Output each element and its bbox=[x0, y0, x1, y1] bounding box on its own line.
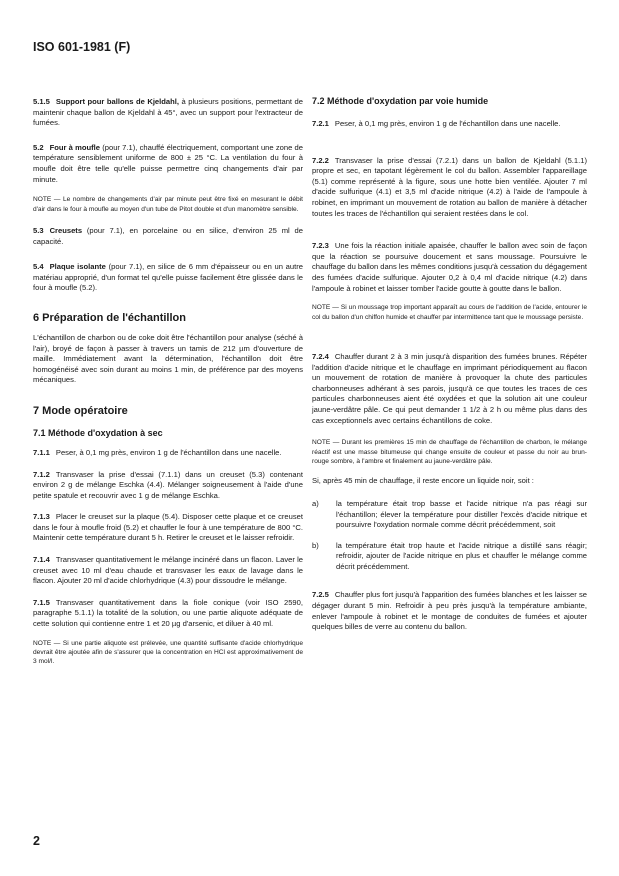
clause-5-4: 5.4 Plaque isolante (pour 7.1), en silice de 6 mm d'épaisseur ou en un autre matériau approprié, d'un format tel qu'elle puisse facilement être glissée dans le four à moufle (5.2). bbox=[33, 262, 303, 293]
clause-7-2-3: 7.2.3 Une fois la réaction initiale apaisée, chauffer le ballon avec soin de façon que la réaction se poursuive doucement et sans moussage. Poursuivre le chauffage du ballon dans les mêmes conditions jusqu'à cessation du dégagement des fumées d'acide sulfurique. Ajouter 0,2 à 0,4 ml d'acide nitrique (4.2) dans l'ampoule à robinet et laisser tomber l'acide goutte à goutte dans le ballon. bbox=[312, 241, 587, 293]
list-item-a: a) la température était trop basse et l'acide nitrique n'a pas réagi sur l'échantillon; élever la température pour distiller l'excès d'acide nitrique et poursuivre l'oxydation normale comme décrit précédemment, soit bbox=[312, 498, 587, 530]
clause-7-2-2: 7.2.2 Transvaser la prise d'essai (7.2.1) dans un ballon de Kjeldahl (5.1.1) propre et sec, en tapotant légèrement le col du ballon. Assembler l'appareillage (5.1) comme représenté à la figure, sous une hotte bien ventilée. Ajouter 7 ml d'acide sulfurique (4.1) et 3,5 ml d'acide nitrique (4.2) à l'aide de l'ampoule à robinet, en imprimant un mouvement de rotation au ballon de manière à détacher toutes les traces de l'échantillon qui seraient restées dans le col. bbox=[312, 155, 587, 218]
note-7-2-3: NOTE — Si un moussage trop important apparaît au cours de l'addition de l'acide, entourer le col du ballon d'un chiffon humide et chauffer par intermittence tant que le moussage persiste. bbox=[312, 304, 587, 321]
clause-5-3: 5.3 Creusets (pour 7.1), en porcelaine ou en silice, d'environ 25 ml de capacité. bbox=[33, 225, 303, 246]
clause-7-1-4: 7.1.4 Transvaser quantitativement le mélange incinéré dans un flacon. Laver le creuset avec 10 ml d'eau chaude et transvaser les eaux de lavage dans le flacon. Ajouter 20 ml d'acide chlorhydrique (4.3) pour dissoudre le mélange. bbox=[33, 555, 303, 586]
clause-7-1-5: 7.1.5 Transvaser quantitativement dans la fiole conique (voir ISO 2590, paragraphe 5.1.1) la totalité de la solution, ou une partie aliquote adéquate de cette solution qui contienne entre 1 et 20 µg d'arsenic, et diluer à 40 ml. bbox=[33, 597, 303, 629]
paragraph-si: Si, après 45 min de chauffage, il reste encore un liquide noir, soit : bbox=[312, 476, 534, 486]
clause-7-2-1: 7.2.1 Peser, à 0,1 mg près, environ 1 g de l'échantillon dans une nacelle. bbox=[312, 119, 561, 128]
section-6-text: L'échantillon de charbon ou de coke doit être l'échantillon pour analyse (séché à l'air), broyé de façon à passer à travers un tamis de 212 µm d'ouverture de maille. Immédiatement avant la détermination, l'échantillon doit être homogénéisé avec soin durant au moins 1 min, de préférence par des moyens mécaniques. bbox=[33, 332, 303, 385]
clause-7-2-5: 7.2.5 Chauffer plus fort jusqu'à l'apparition des fumées blanches et les laisser se dégager durant 5 min. Refroidir à peu près jusqu'à la température ambiante, enlever l'ampoule à robinet et le montage de conduites de fumées et ajouter quelques billes de verre au contenu du ballon. bbox=[312, 590, 587, 632]
section-7-2-heading: 7.2 Méthode d'oxydation par voie humide bbox=[312, 96, 489, 106]
left-column bbox=[33, 93, 303, 667]
document-header: ISO 601-1981 (F) bbox=[33, 40, 131, 54]
note-7-1-5: NOTE — Si une partie aliquote est prélevée, une quantité suffisante d'acide chlorhydrique devrait être ajoutée afin de s'assurer que la concentration en HCl est approximativement de 3 mol/l. bbox=[33, 639, 303, 666]
clause-7-1-1: 7.1.1 Peser, à 0,1 mg près, environ 1 g de l'échantillon dans une nacelle. bbox=[33, 447, 282, 457]
section-7-1-heading: 7.1 Méthode d'oxydation à sec bbox=[33, 427, 163, 438]
list-item-b: b) la température était trop haute et l'acide nitrique a distillé sans réagir; refroidir, ajouter de l'acide nitrique en plus et chauffer le mélange comme décrit précédemment. bbox=[312, 540, 587, 571]
right-column bbox=[312, 93, 587, 633]
clause-5-2: 5.2 Four à moufle (pour 7.1), chauffé électriquement, comportant une zone de température sensiblement uniforme de 800 ± 25 °C. La ventilation du four à moufle doit être telle qu'elle puisse permettre cinq changements d'air par minute. bbox=[33, 142, 303, 184]
clause-7-2-4: 7.2.4 Chauffer durant 2 à 3 min jusqu'à disparition des fumées brunes. Répéter l'addition d'acide nitrique et le chauffage en imprimant périodiquement au flacon un mouvement de rotation de manière à provoquer la chute des particules charbonneuses adhérant à ses parois, jusqu'à ce que toutes les traces de ces particules charbonneuses aient été oxydées et que la solution ait une couleur jaune-verdâtre pâle. Ce qui peut demander 1 1/2 à 2 h ou même plus dans des cas exceptionnels avec certains échantillons de coke. bbox=[312, 351, 587, 425]
section-7-heading: 7 Mode opératoire bbox=[33, 404, 128, 417]
clause-7-1-3: 7.1.3 Placer le creuset sur la plaque (5.4). Disposer cette plaque et ce creuset dans le four à moufle froid (5.2) et chauffer le four à une température de 800 °C. Maintenir cette température durant 5 h. Retirer le creuset et le laisser refroidir. bbox=[33, 512, 303, 543]
note-7-2-4: NOTE — Durant les premières 15 min de chauffage de l'échantillon de charbon, le mélange réactif est une masse bitumeuse qui change ensuite de couleur et passe du noir au brun-rouge sombre, à l'ambre et finalement au jaune-verdâtre pâle. bbox=[312, 439, 587, 465]
section-6-heading: 6 Préparation de l'échantillon bbox=[33, 311, 186, 324]
page-number: 2 bbox=[33, 834, 40, 848]
clause-5-1-5: 5.1.5 Support pour ballons de Kjeldahl, à plusieurs positions, permettant de maintenir chaque ballon de Kjeldahl à 45°, avec un support pour l'extracteur de fumées. bbox=[33, 97, 303, 128]
note-5-2: NOTE — Le nombre de changements d'air par minute peut être fixé en mesurant le débit d'air dans le four à moufle au moyen d'un tube de Pitot double et d'un manomètre sensible. bbox=[33, 196, 303, 213]
clause-7-1-2: 7.1.2 Transvaser la prise d'essai (7.1.1) dans un creuset (5.3) contenant environ 2 g de mélange Eschka (4.4). Mélanger soigneusement à l'aide d'une petite spatule et recouvrir avec 1 g de mélange Eschka. bbox=[33, 469, 303, 500]
